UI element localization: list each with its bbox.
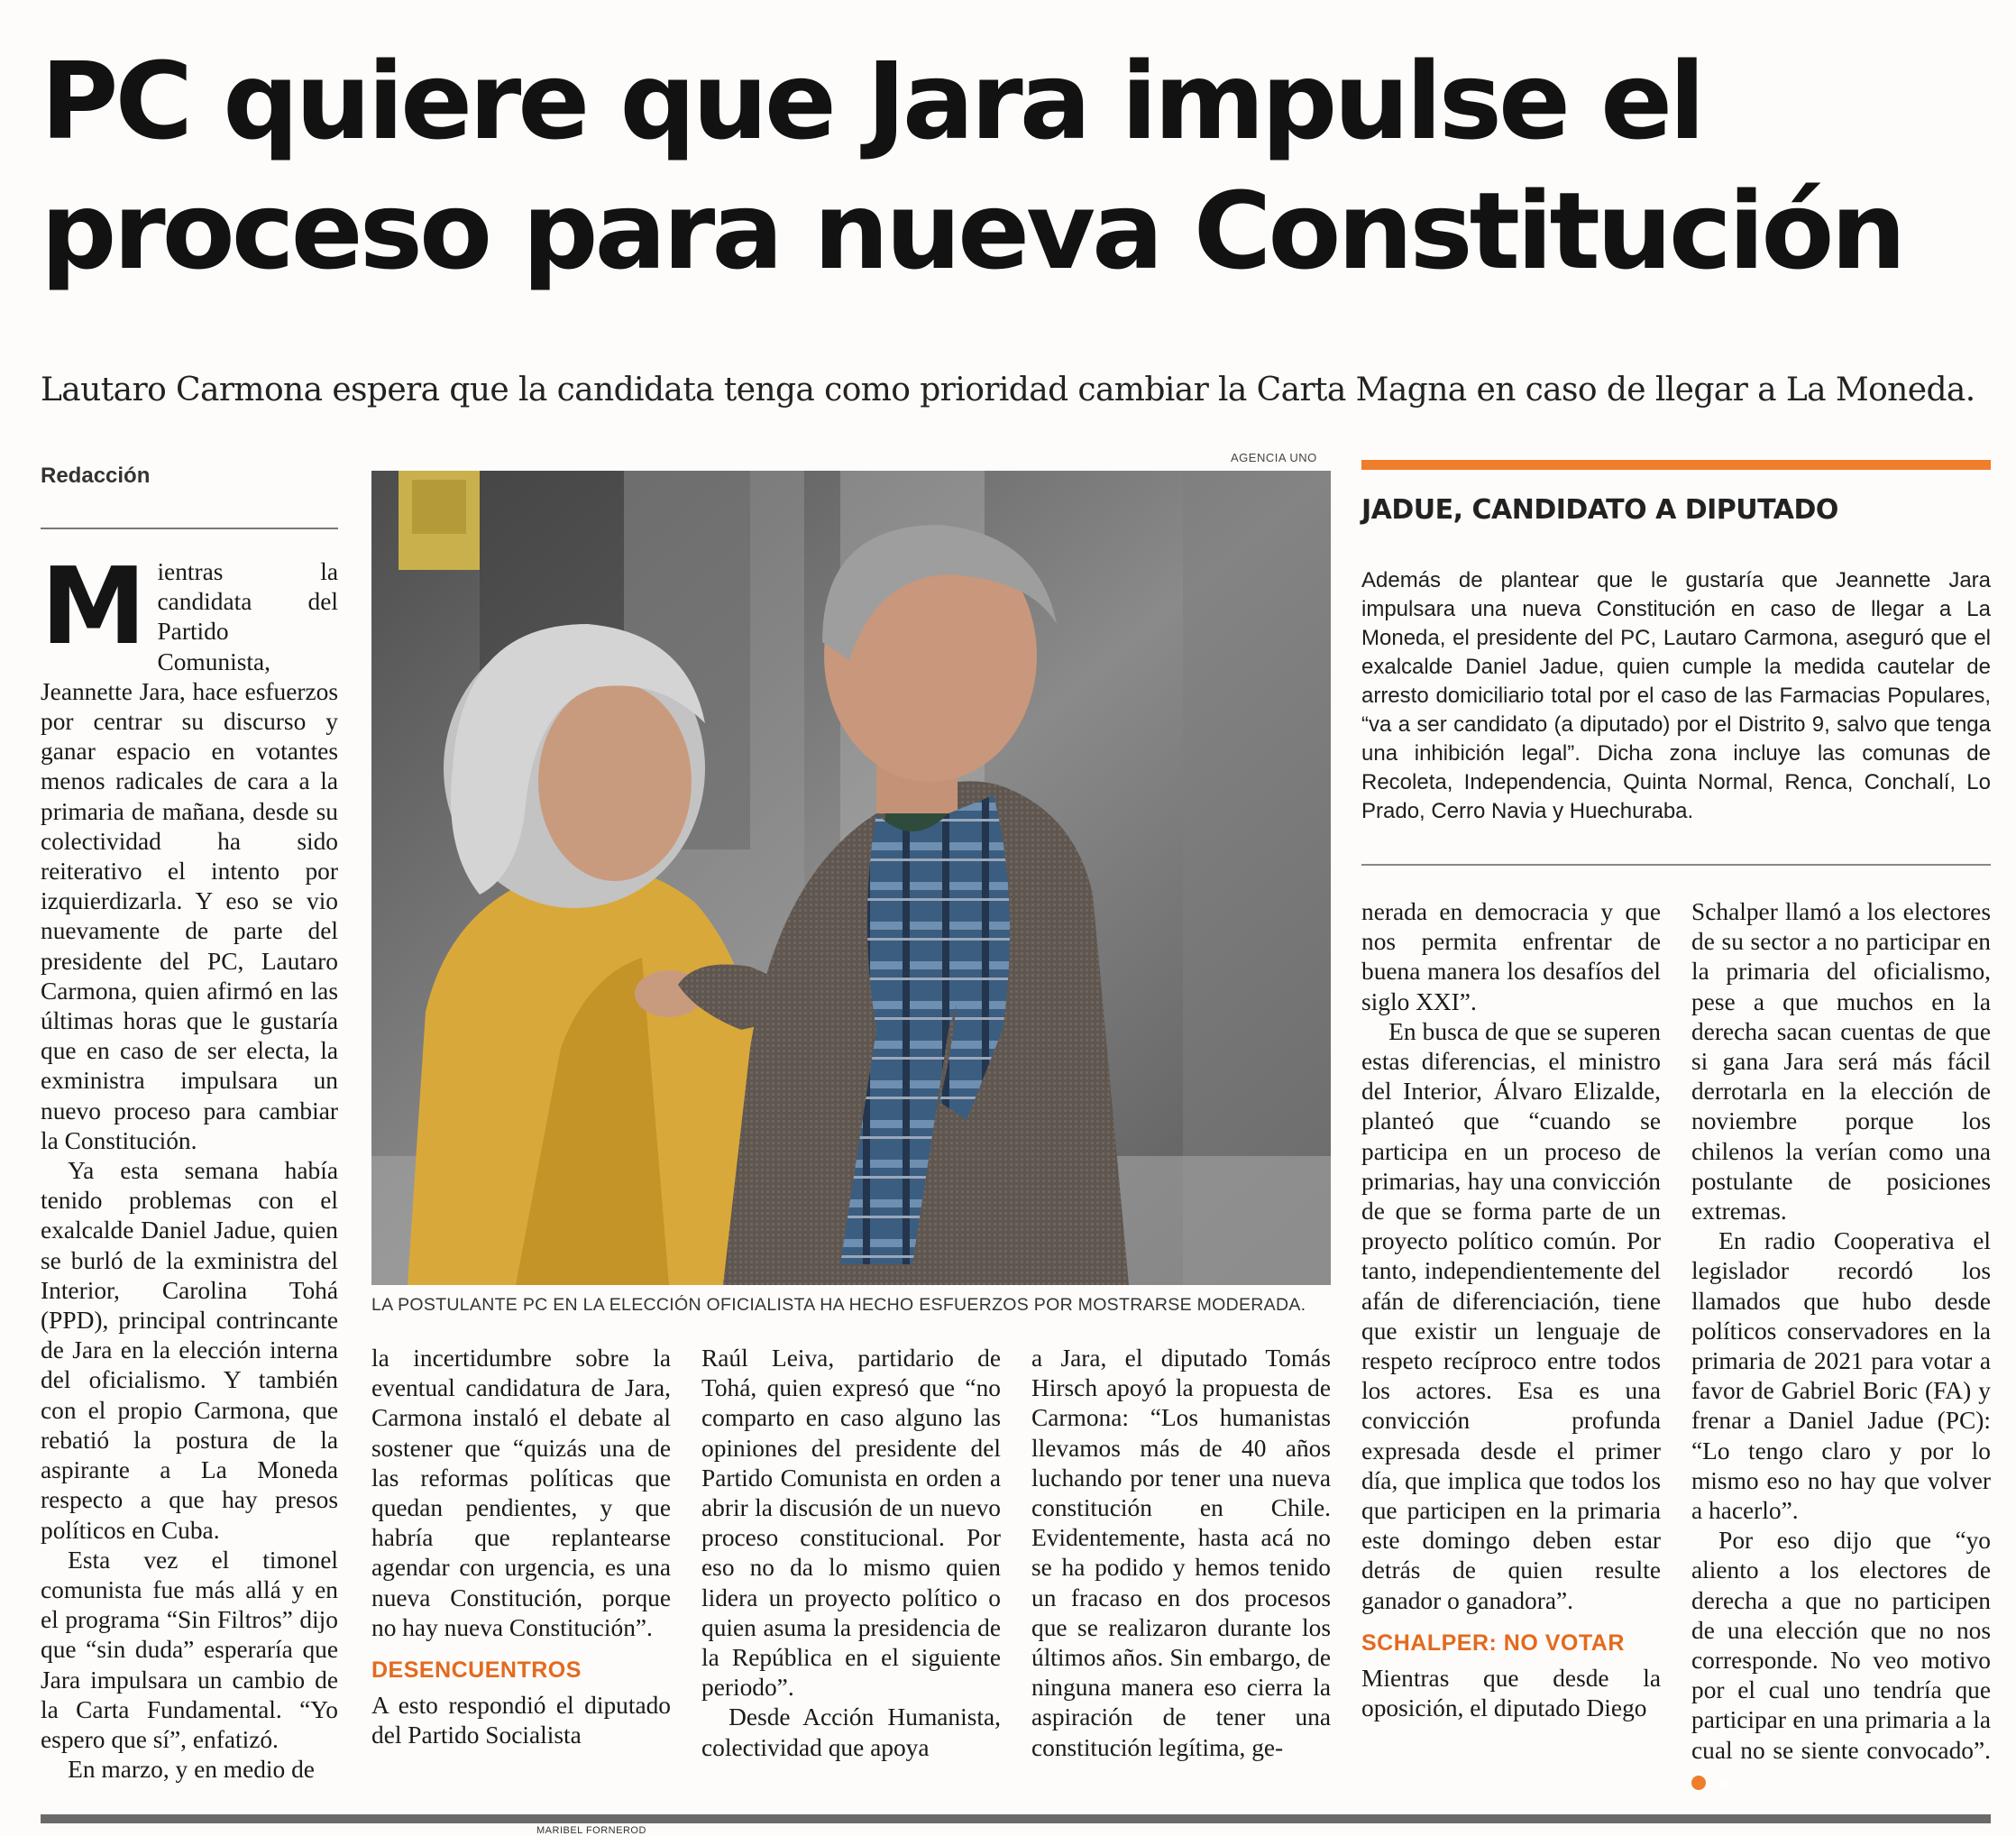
- article-paragraph: En marzo, y en medio de: [68, 1756, 315, 1784]
- article-paragraph: En busca de que se superen estas diferencias, el ministro del Interior, Álvaro Elizalde, planteó que “cuando se participa en un proceso de primarias, hay una convicción de que se forma parte de un proyecto político común. Por tanto, independientemente del afán de diferenciación, tiene que existir un lenguaje de respeto recíproco entre todos los actores. Esa es una convicción profunda expresada desde el primer día, que implica que todos los que participen en la primaria este domingo deben estar detrás de quien resulte ganador o ganadora”.: [1361, 1017, 1661, 1614]
- footer-credit: MARIBEL FORNEROD: [536, 1825, 646, 1836]
- sidebar-accent-rule: [1361, 460, 1991, 470]
- article-paragraph: Ya esta semana había tenido problemas con el exalcalde Daniel Jadue, quien se burló de la exministra del Interior, Carolina Tohá (PPD), principal contrincante de Jara en la elección interna del oficialismo. Y también con el propio Carmona, que rebatió la postura de la aspirante a La Moneda respecto a que hay presos políticos en Cuba.: [41, 1157, 338, 1544]
- photo-illustration: [371, 471, 1331, 1285]
- subhead-desencuentros: DESENCUENTROS: [371, 1657, 582, 1684]
- sidebar-body: Además de plantear que le gustaría que Jeannette Jara impulsara una nueva Constitución en caso de llegar a La Moneda, el presidente del PC, Lautaro Carmona, aseguró que el exalcalde Daniel Jadue, quien cumple la medida cautelar de arresto domiciliario total por el caso de las Farmacias Populares, “va a ser candidato (a diputado) por el Distrito 9, salvo que tenga una inhibición legal”. Dicha zona incluye las comunas de Recoleta, Independencia, Quinta Normal, Renca, Conchalí, Lo Prado, Cerro Navia y Huechuraba.: [1361, 568, 1991, 823]
- article-paragraph: Mientras que desde la oposición, el diputado Diego: [1361, 1665, 1661, 1722]
- article-column-4: [1031, 1344, 1331, 1763]
- article-column-5: [1361, 897, 1661, 1723]
- end-mark-icon: ✪: [1691, 1776, 1706, 1790]
- sidebar-title: JADUE, CANDIDATO A DIPUTADO: [1361, 494, 1838, 526]
- photo-credit: AGENCIA UNO: [1231, 451, 1317, 464]
- article-column-2: [371, 1344, 671, 1751]
- article-paragraph: A esto respondió el diputado del Partido Socialista: [371, 1692, 671, 1749]
- article-column-1: [41, 544, 338, 1785]
- article-paragraph: Raúl Leiva, partidario de Tohá, quien expresó que “no comparto en caso alguno las opiniones del presidente del Partido Comunista en orden a abrir la discusión de un nuevo proceso constitucional. Por eso no da lo mismo quien lidera un proyecto político o quien asuma la presidencia de la República en el siguiente periodo”.: [701, 1345, 1001, 1702]
- deck-subtitle: Lautaro Carmona espera que la candidata tenga como prioridad cambiar la Carta Magna en caso de llegar a La Moneda.: [41, 372, 1975, 409]
- article-column-6: [1691, 897, 1991, 1795]
- article-paragraph: Esta vez el timonel comunista fue más allá y en el programa “Sin Filtros” dijo que “sin duda” esperaría que Jara impulsara un cambio de la Carta Fundamental. “Yo espero que sí”, enfatizó.: [41, 1546, 338, 1753]
- page-bottom-rule: [41, 1814, 1991, 1823]
- article-paragraph: Schalper llamó a los electores de su sector a no participar en la primaria del oficialismo, pese a que muchos en la derecha sacan cuentas de que si gana Jara será más fácil derrotarla en la elección de noviembre porque los chilenos la verían como una postulante de posiciones extremas.: [1691, 898, 1991, 1226]
- article-paragraph: nerada en democracia y que nos permita enfrentar de buena manera los desafíos del siglo XXI”.: [1361, 898, 1661, 1015]
- article-paragraph: la incertidumbre sobre la eventual candidatura de Jara, Carmona instaló el debate al sostener que “quizás una de las reformas políticas que quedan pendientes, y que habría que replantearse agendar con urgencia, es una nueva Constitución, porque no hay nueva Constitución”.: [371, 1345, 671, 1641]
- byline-rule: [41, 528, 338, 529]
- subhead-schalper: SCHALPER: NO VOTAR: [1361, 1629, 1625, 1656]
- sidebar-bottom-rule: [1361, 864, 1991, 866]
- article-column-3: [701, 1344, 1001, 1763]
- article-paragraph: Desde Acción Humanista, colectividad que apoya: [701, 1703, 1001, 1761]
- drop-cap: M: [41, 544, 147, 668]
- article-paragraph: a Jara, el diputado Tomás Hirsch apoyó la propuesta de Carmona: “Los humanistas llevamos más de 40 años luchando por tener una nueva constitución en Chile. Evidentemente, hasta acá no se ha podido y hemos tenido un fracaso en dos procesos que se realizaron durante los últimos años. Sin embargo, de ninguna manera eso cierra la aspiración de tener una constitución legítima, ge-: [1031, 1345, 1331, 1761]
- paragraph-text: ientras la candidata del Partido Comunista, Jeannette Jara, hace esfuerzos por centrar su discurso y ganar espacio en votantes menos radicales de cara a la primaria de mañana, desde su colectividad ha sido reiterativo el intento por izquierdizarla. Y eso se vio nuevamente de parte del presidente del PC, Lautaro Carmona, quien afirmó en las últimas horas que le gustaría que en caso de ser electa, la exministra impulsara un nuevo proceso para cambiar la Constitución.: [41, 558, 338, 1154]
- byline: Redacción: [41, 464, 151, 488]
- article-paragraph: [41, 544, 338, 1156]
- headline: PC quiere que Jara impulse el proceso para nueva Constitución: [41, 39, 1903, 293]
- photo-caption: LA POSTULANTE PC EN LA ELECCIÓN OFICIALISTA HA HECHO ESFUERZOS POR MOSTRARSE MODERADA.: [371, 1295, 1306, 1315]
- article-paragraph: En radio Cooperativa el legislador recordó los llamados que hubo desde políticos conservadores en la primaria de 2021 para votar a favor de Gabriel Boric (FA) y frenar a Daniel Jadue (PC): “Lo tengo claro y por lo mismo eso no hay que volver a hacerlo”.: [1691, 1227, 1991, 1525]
- article-photo: [371, 471, 1331, 1285]
- article-paragraph: [1691, 1526, 1991, 1795]
- paragraph-text: Por eso dijo que “yo aliento a los electores de derecha a que no participen de una elección que no nos corresponde. No veo motivo por el cual uno tendría que participar en una primaria a la cual no se siente convocado”.: [1691, 1527, 1991, 1764]
